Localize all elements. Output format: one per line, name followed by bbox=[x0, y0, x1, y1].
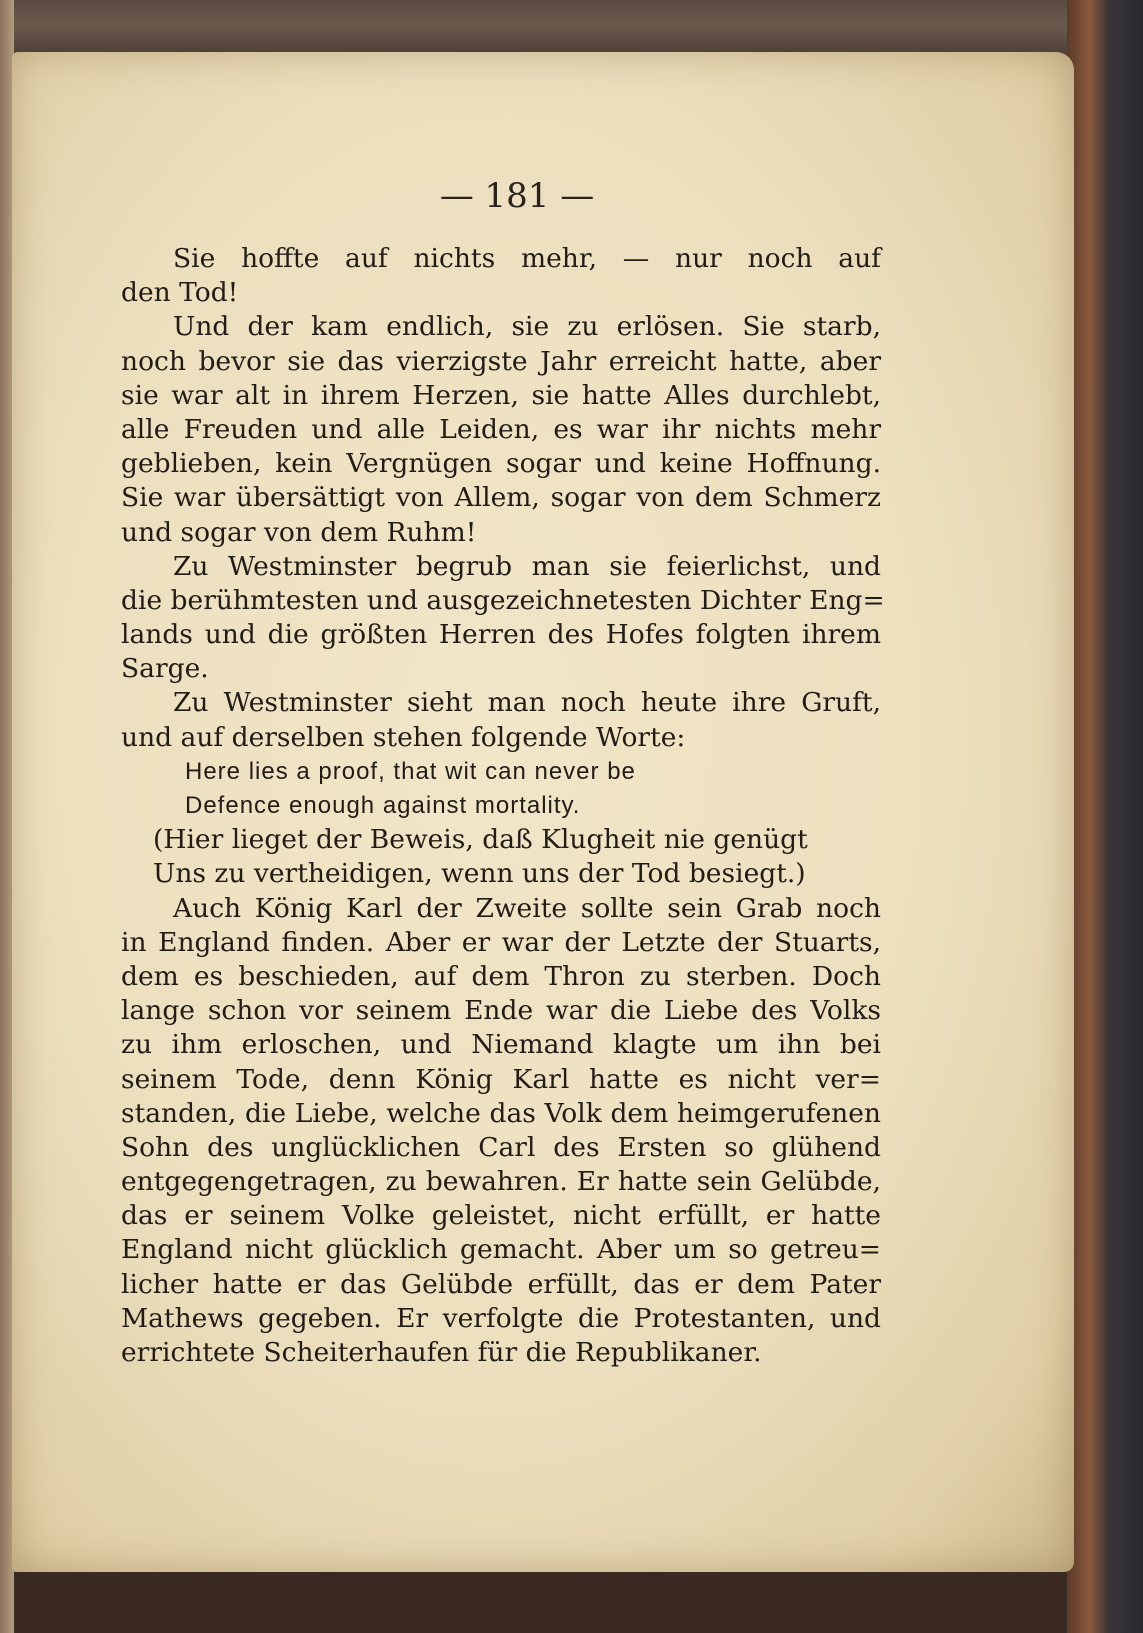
text-line: Uns zu vertheidigen, wenn uns der Tod besiegt.) bbox=[153, 858, 806, 890]
text-line: Here lies a proof, that wit can never be bbox=[185, 757, 636, 785]
text-line: Zu Westminster begrub man sie feierlichst, und bbox=[173, 550, 881, 582]
book-binding-right bbox=[1067, 0, 1143, 1633]
text-line: das er seinem Volke geleistet, nicht erfüllt, er hatte bbox=[121, 1200, 881, 1232]
text-line: die berühmtesten und ausgezeichnetesten Dichter Eng= bbox=[121, 584, 885, 616]
text-line: Zu Westminster sieht man noch heute ihre Gruft, bbox=[173, 687, 881, 719]
page-number: — 181 — bbox=[439, 176, 595, 216]
text-line: errichtete Scheiterhaufen für die Republikaner. bbox=[121, 1337, 762, 1368]
text-line: Sie war übersättigt von Allem, sogar von dem Schmerz bbox=[121, 482, 881, 514]
page-text bbox=[121, 242, 885, 1370]
text-line: alle Freuden und alle Leiden, es war ihr nichts mehr bbox=[121, 413, 881, 445]
text-line: und auf derselben stehen folgende Worte: bbox=[121, 721, 686, 753]
text-line: seinem Tode, denn König Karl hatte es nicht ver= bbox=[121, 1063, 881, 1095]
book-binding-top bbox=[0, 0, 1143, 60]
text-line: sie war alt in ihrem Herzen, sie hatte Alles durchlebt, bbox=[121, 379, 881, 411]
text-line: standen, die Liebe, welche das Volk dem heimgerufenen bbox=[121, 1097, 881, 1129]
text-line: Mathews gegeben. Er verfolgte die Protestanten, und bbox=[121, 1302, 881, 1334]
text-line: entgegengetragen, zu bewahren. Er hatte sein Gelübde, bbox=[121, 1166, 881, 1198]
text-line: in England finden. Aber er war der Letzte der Stuarts, bbox=[121, 926, 881, 958]
text-line: Auch König Karl der Zweite sollte sein Grab noch bbox=[173, 892, 881, 924]
text-line: (Hier lieget der Beweis, daß Klugheit nie genügt bbox=[153, 824, 808, 856]
text-line: lange schon vor seinem Ende war die Liebe des Volks bbox=[121, 995, 881, 1027]
book-page bbox=[12, 52, 1074, 1572]
text-line: lands und die größten Herren des Hofes folgten ihrem bbox=[121, 619, 881, 651]
text-line: und sogar von dem Ruhm! bbox=[121, 516, 477, 548]
text-line: geblieben, kein Vergnügen sogar und keine Hoffnung. bbox=[121, 448, 881, 480]
text-line: Sarge. bbox=[121, 653, 209, 685]
text-line: zu ihm erloschen, und Niemand klagte um ihn bei bbox=[121, 1029, 881, 1061]
text-line: dem es beschieden, auf dem Thron zu sterben. Doch bbox=[121, 960, 881, 992]
text-line: England nicht glücklich gemacht. Aber um so getreu= bbox=[121, 1234, 881, 1266]
text-line: Sie hoffte auf nichts mehr, — nur noch auf bbox=[173, 243, 881, 274]
text-line: licher hatte er das Gelübde erfüllt, das er dem Pater bbox=[121, 1268, 881, 1300]
text-line: Defence enough against mortality. bbox=[185, 792, 581, 819]
text-line: noch bevor sie das vierzigste Jahr erreicht hatte, aber bbox=[121, 345, 881, 377]
text-line: Und der kam endlich, sie zu erlösen. Sie starb, bbox=[173, 311, 881, 343]
text-line: Sohn des unglücklichen Carl des Ersten so glühend bbox=[121, 1131, 881, 1163]
text-line: den Tod! bbox=[121, 277, 239, 309]
